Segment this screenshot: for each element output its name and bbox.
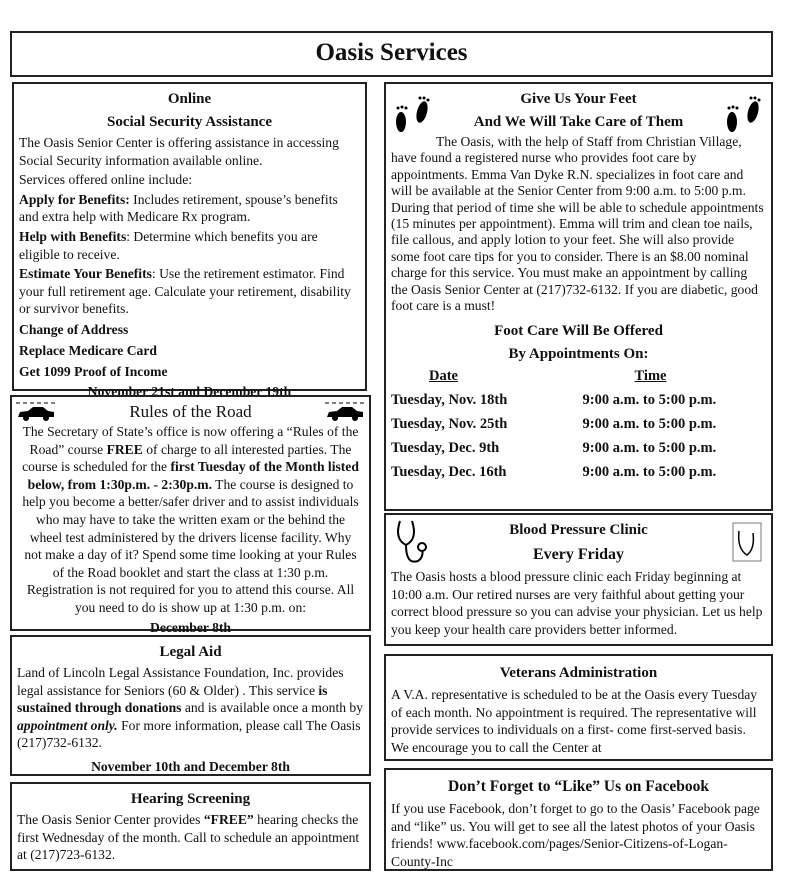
section-title: Give Us Your Feet [520, 91, 637, 107]
blood-pressure-section [384, 513, 773, 646]
section-title: Rules of the Road [129, 402, 252, 421]
service-item: Change of Address [19, 321, 129, 337]
social-security-section [12, 82, 367, 399]
page-title: Oasis Services [315, 39, 468, 66]
section-title: Veterans Administration [499, 665, 658, 681]
table-row: Tuesday, Dec. 9th 9:00 a.m. to 5:00 p.m. [391, 440, 717, 457]
col-date: Date [429, 368, 458, 385]
legal-aid-section [10, 635, 371, 776]
section-title: Don’t Forget to “Like” Us on Facebook [448, 778, 709, 795]
car-icon [16, 401, 56, 423]
table-row: Tuesday, Dec. 16th 9:00 a.m. to 5:00 p.m. [391, 464, 717, 481]
footprints-icon [392, 94, 434, 134]
rules-of-road-section [10, 395, 371, 635]
foot-care-section [384, 82, 773, 511]
section-subtitle: Every Friday [532, 546, 625, 563]
section-subtitle: And We Will Take Care of Them [473, 114, 684, 130]
date: December 8th [150, 619, 231, 635]
section-title: Online [167, 91, 212, 107]
table-row: Tuesday, Nov. 18th 9:00 a.m. to 5:00 p.m. [391, 392, 717, 409]
blood-pressure-chart-icon [729, 519, 765, 565]
intro-text: The Oasis Senior Center is offering assistance in accessing Social Security information available online. [19, 135, 339, 168]
service-item: Help with Benefits: Determine which benefits you are eligible to receive. [19, 228, 318, 262]
dates: November 21st and December 19th [87, 383, 292, 399]
car-icon [325, 401, 365, 423]
road-body: The Secretary of State’s office is now offering a “Rules of the Road” course FREE of charge to all interested parties. The course is scheduled for the first Tuesday of the Month listed below, from 1:30p.m. - 2:30p.m. The course is designed to help you become a better/safer driver and to assist individuals who may have to take the written exam or the behind the wheel test administered by the drivers license facility. Why not make a day of it? Spend some time looking at your Rules of the Road booklet and start the class at 1:30 p.m. Registration is not required for you to attend this course. All you need to do is show up at 1:30 p.m. on: [22, 424, 359, 615]
section-title: Hearing Screening [130, 791, 251, 807]
stethoscope-icon [392, 519, 428, 569]
service-item: Replace Medicare Card [19, 342, 157, 358]
foot-care-body: The Oasis, with the help of Staff from Christian Village, have found a registered nurse who provides foot care by appointments. Emma Van Dyke R.N. specializes in foot care and will be available at the Senior Center from 9:00 a.m. to 5:00 p.m. During that period of time she will be able to schedule appointments (15 minutes per appointment). Emma will trim and clean toe nails, file callous, and apply lotion to your feet. She will also provide some foot care tips for you to consider. There is an $8.00 nominal charge for this service. You must make an appointment by calling the Oasis Senior Center at (217)732-6132. If you are diabetic, good foot care is a must! [391, 134, 764, 314]
service-item: Estimate Your Benefits: Use the retirement estimator. Find your full retirement age. Calculate your retirement, disability or survivor benefits. [19, 266, 351, 317]
section-subtitle: Social Security Assistance [107, 114, 272, 130]
veterans-section [384, 654, 773, 761]
blood-pressure-body: The Oasis hosts a blood pressure clinic each Friday beginning at 10:00 a.m. Our retired nurses are very faithful about getting your correct blood pressure so you can advise your physician. Let us help you keep your health care providers better informed. [391, 569, 763, 637]
hearing-body: The Oasis Senior Center provides “FREE” hearing checks the first Wednesday of the month. Call to schedule an appointment at (217)723-6132. [17, 812, 360, 863]
offer-subheading: By Appointments On: [508, 346, 649, 363]
footprints-icon [723, 94, 765, 134]
hearing-screening-section [10, 782, 371, 871]
veterans-body: A V.A. representative is scheduled to be at the Oasis every Tuesday of each month. No appointment is required. The representative will provide services to individuals on a first- come first-served basis. We encourage you to call the Center at [391, 687, 758, 755]
section-title: Legal Aid [159, 644, 222, 660]
service-item: Get 1099 Proof of Income [19, 363, 168, 379]
title-banner [10, 31, 773, 77]
section-title: Blood Pressure Clinic [509, 522, 648, 538]
facebook-body: If you use Facebook, don’t forget to go to the Oasis’ Facebook page and “like” us. You will get to see all the latest photos of your Oasis friends! www.facebook.com/pages/Senior-Citizens-of-Logan-County-Inc [391, 801, 760, 869]
service-item: Apply for Benefits: Includes retirement, spouse’s benefits and extra help with Medicare Rx program. [19, 191, 338, 225]
services-text: Services offered online include: [19, 172, 193, 188]
offer-heading: Foot Care Will Be Offered [494, 323, 663, 340]
col-time: Time [634, 368, 667, 385]
legal-body: Land of Lincoln Legal Assistance Foundation, Inc. provides legal assistance for Seniors (60 & Older) . This service is sustained through donations and is available once a month by appointment only. For more information, please call The Oasis (217)732-6132. [17, 665, 364, 751]
table-row: Tuesday, Nov. 25th 9:00 a.m. to 5:00 p.m. [391, 416, 717, 433]
facebook-section [384, 768, 773, 871]
dates: November 10th and December 8th [91, 758, 290, 774]
appointment-table [391, 366, 766, 484]
